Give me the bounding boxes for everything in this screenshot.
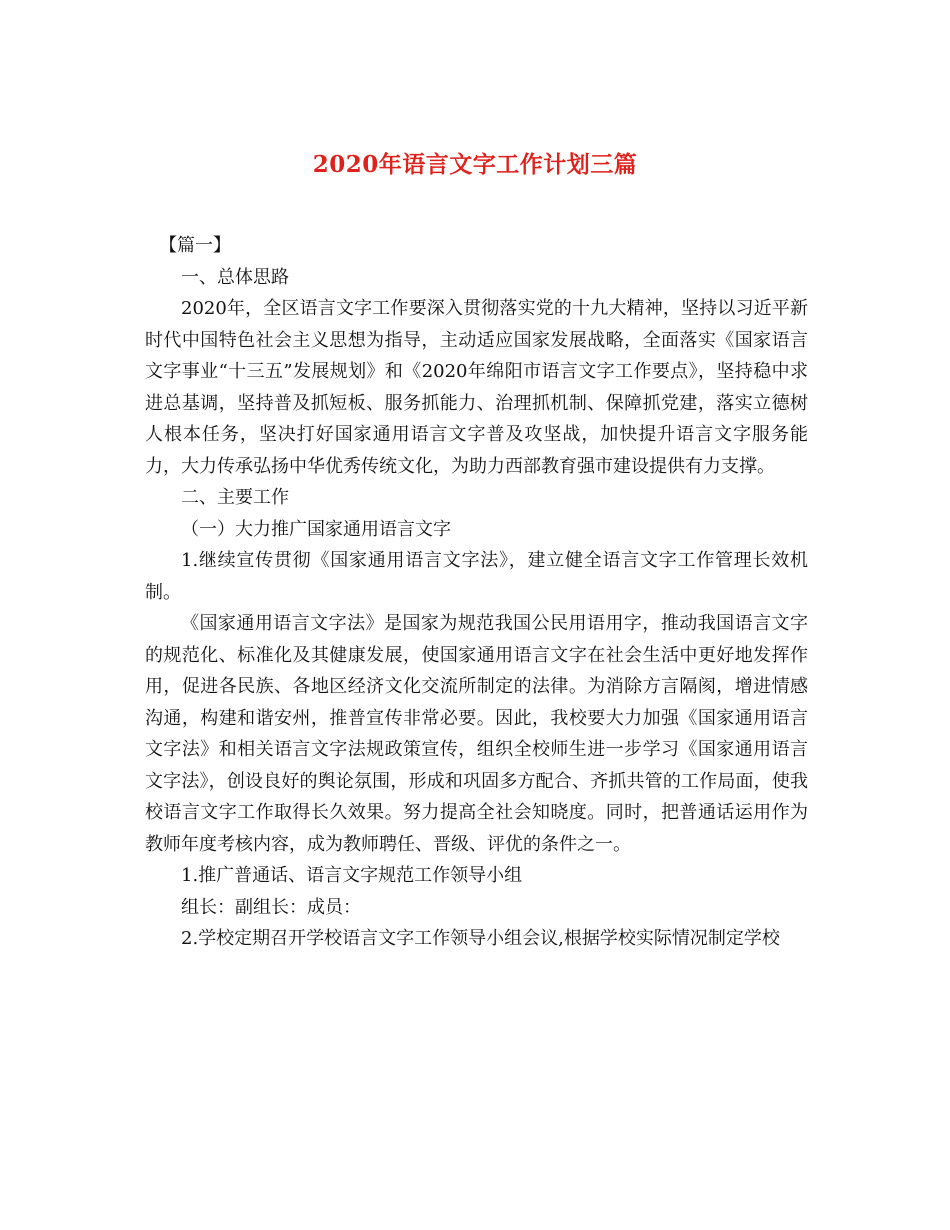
list-item-2: 2.学校定期召开学校语言文字工作领导小组会议,根据学校实际情况制定学校: [181, 928, 780, 949]
paragraph-language-law: 《国家通用语言文字法》是国家为规范我国公民用语用字，推动我国语言文字的规范化、标准化及其健康发展，使国家通用语言文字在社会生活中更好地发挥作用，促进各民族、各地区经济文化交流所制定的法律。为消除方言隔阂，增进情感沟通，构建和谐安州，推普宣传非常必要。因此，我校要大力加强《国家通用语言文字法》和相关语言文字法规政策宣传，组织全校师生进一步学习《国家通用语言文字法》，创设良好的舆论氛围，形成和巩固多方配合、齐抓共管的工作局面，使我校语言文字工作取得长久效果。努力提高全社会知晓度。同时，把普通话运用作为教师年度考核内容，成为教师聘任、晋级、评优的条件之一。: [145, 613, 808, 855]
document-body: [145, 230, 808, 955]
paragraph-overall-approach: 2020年，全区语言文字工作要深入贯彻落实党的十九大精神，坚持以习近平新时代中国特色社会主义思想为指导，主动适应国家发展战略，全面落实《国家语言文字事业“十三五”发展规划》和《2020年绵阳市语言文字工作要点》，坚持稳中求进总基调，坚持普及抓短板、服务抓能力、治理抓机制、保障抓党建，落实立德树人根本任务，坚决打好国家通用语言文字普及攻坚战，加快提升语言文字服务能力，大力传承弘扬中华优秀传统文化，为助力西部教育强市建设提供有力支撑。: [145, 298, 808, 477]
list-item-leadership-group: 1.推广普通话、语言文字规范工作领导小组: [181, 865, 523, 886]
subheading-promote-language: （一）大力推广国家通用语言文字: [181, 518, 451, 540]
list-item-1: 1.继续宣传贯彻《国家通用语言文字法》，建立健全语言文字工作管理长效机制。: [145, 550, 808, 603]
heading-main-work: 二、主要工作: [181, 487, 289, 508]
section-mark: 【篇一】: [159, 235, 231, 256]
document-title: 2020年语言文字工作计划三篇: [312, 151, 638, 178]
heading-overall-approach: 一、总体思路: [181, 266, 289, 288]
group-roles-line: 组长：副组长：成员：: [181, 896, 361, 918]
